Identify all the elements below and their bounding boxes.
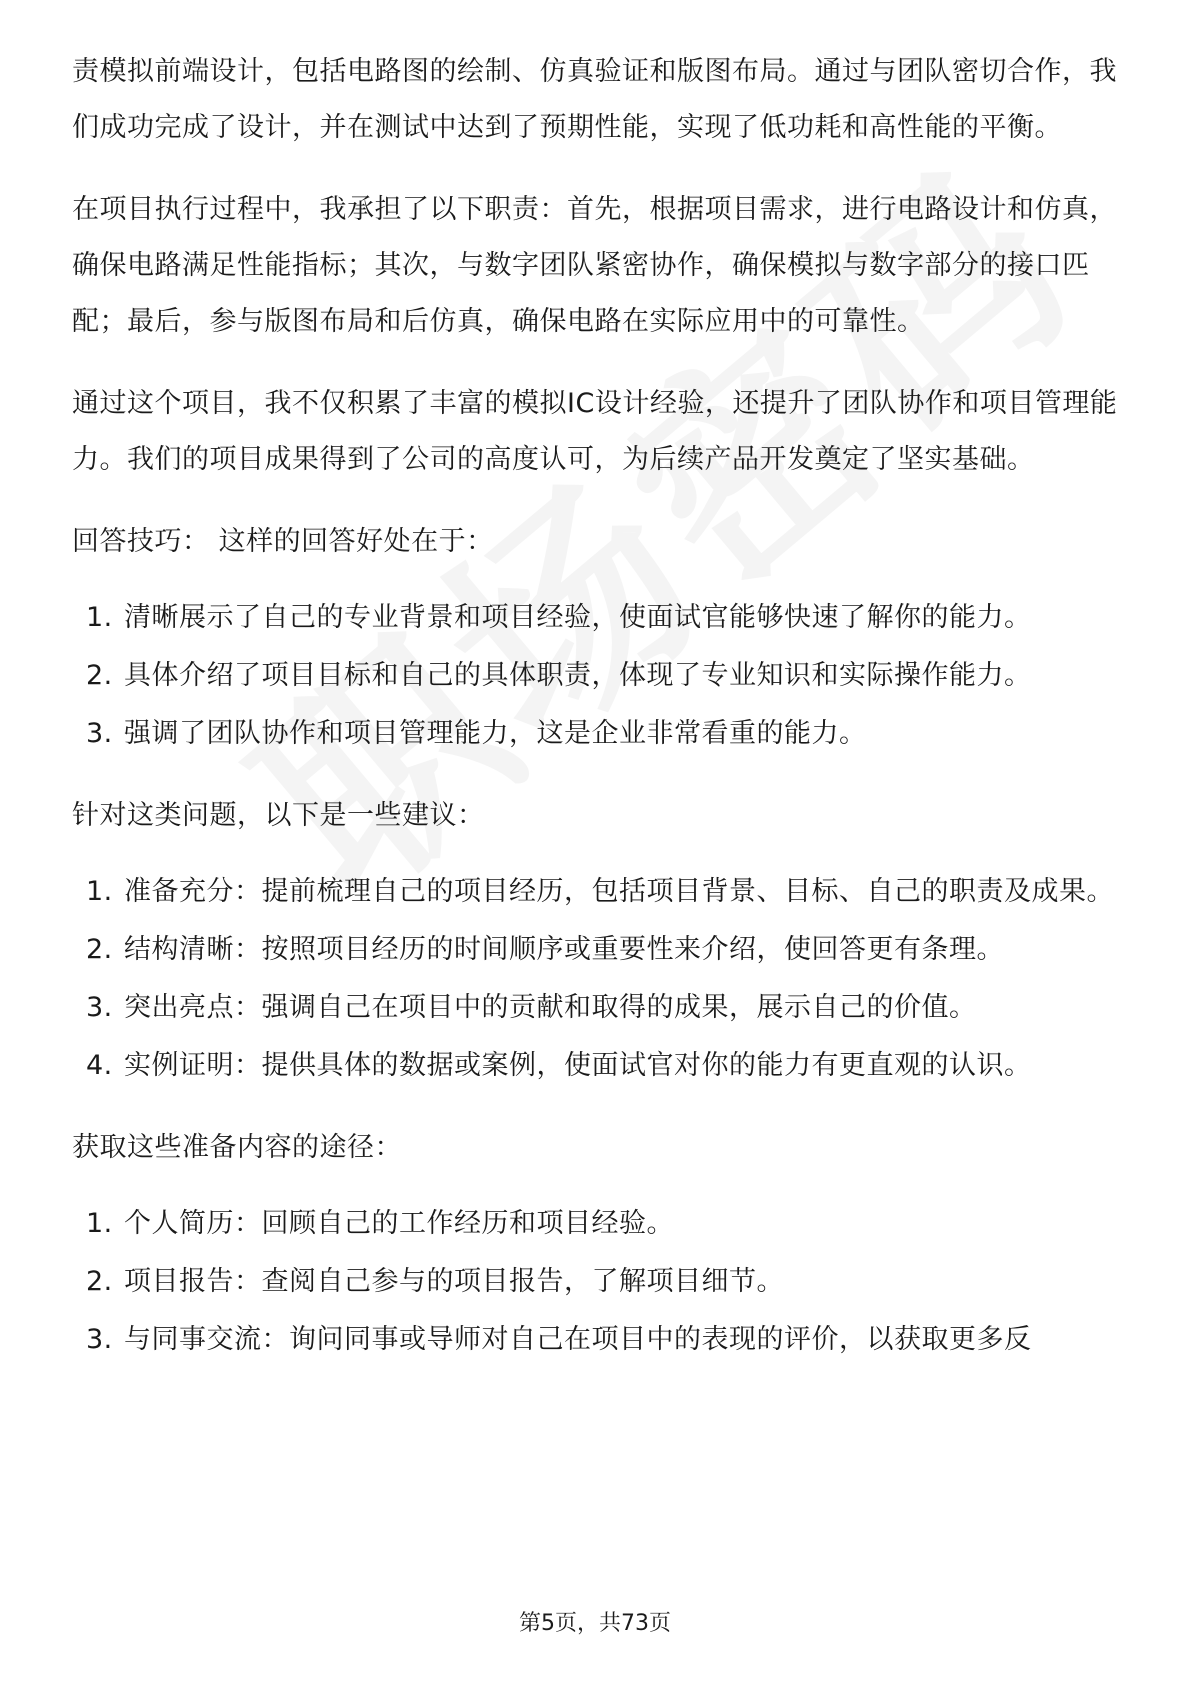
tips-list bbox=[72, 590, 1118, 762]
list-number: 2. bbox=[86, 934, 113, 965]
list-text: 个人简历：回顾自己的工作经历和项目经验。 bbox=[124, 1208, 674, 1239]
list-item bbox=[72, 1312, 1118, 1368]
list-text: 与同事交流：询问同事或导师对自己在项目中的表现的评价，以获取更多反 bbox=[124, 1324, 1032, 1355]
list-number: 1. bbox=[86, 1208, 113, 1239]
suggestions-heading: 针对这类问题，以下是一些建议： bbox=[72, 800, 485, 831]
tips-heading: 回答技巧： 这样的回答好处在于： bbox=[72, 526, 494, 557]
list-number: 1. bbox=[86, 602, 113, 633]
list-item bbox=[72, 922, 1118, 978]
list-item bbox=[72, 706, 1118, 762]
list-number: 3. bbox=[86, 718, 113, 749]
list-item bbox=[72, 590, 1118, 646]
list-number: 3. bbox=[86, 992, 113, 1023]
paragraph: 通过这个项目，我不仅积累了丰富的模拟IC设计经验，还提升了团队协作和项目管理能力。我们的项目成果得到了公司的高度认可，为后续产品开发奠定了坚实基础。 bbox=[72, 388, 1118, 475]
paragraph: 在项目执行过程中，我承担了以下职责：首先，根据项目需求，进行电路设计和仿真，确保电路满足性能指标；其次，与数字团队紧密协作，确保模拟与数字部分的接口匹配；最后，参与版图布局和后仿真，确保电路在实际应用中的可靠性。 bbox=[72, 194, 1117, 337]
list-text: 实例证明：提供具体的数据或案例，使面试官对你的能力有更直观的认识。 bbox=[124, 1050, 1032, 1081]
page-footer: 第5页，共73页 bbox=[519, 1611, 671, 1636]
list-item bbox=[72, 864, 1118, 920]
list-text: 强调了团队协作和项目管理能力，这是企业非常看重的能力。 bbox=[124, 718, 867, 749]
sources-heading: 获取这些准备内容的途径： bbox=[72, 1132, 402, 1163]
sources-list bbox=[72, 1196, 1118, 1368]
list-number: 2. bbox=[86, 1266, 113, 1297]
list-item bbox=[72, 1196, 1118, 1252]
list-number: 1. bbox=[86, 876, 113, 907]
list-item bbox=[72, 648, 1118, 704]
list-item bbox=[72, 980, 1118, 1036]
list-number: 4. bbox=[86, 1050, 113, 1081]
list-text: 清晰展示了自己的专业背景和项目经验，使面试官能够快速了解你的能力。 bbox=[124, 602, 1032, 633]
list-text: 项目报告：查阅自己参与的项目报告，了解项目细节。 bbox=[124, 1266, 784, 1297]
suggestions-list bbox=[72, 864, 1118, 1094]
list-text: 具体介绍了项目目标和自己的具体职责，体现了专业知识和实际操作能力。 bbox=[124, 660, 1032, 691]
list-text: 突出亮点：强调自己在项目中的贡献和取得的成果，展示自己的价值。 bbox=[124, 992, 977, 1023]
list-text: 结构清晰：按照项目经历的时间顺序或重要性来介绍，使回答更有条理。 bbox=[124, 934, 1004, 965]
list-item bbox=[72, 1254, 1118, 1310]
paragraph: 责模拟前端设计，包括电路图的绘制、仿真验证和版图布局。通过与团队密切合作，我们成功完成了设计，并在测试中达到了预期性能，实现了低功耗和高性能的平衡。 bbox=[72, 56, 1117, 143]
list-text: 准备充分：提前梳理自己的项目经历，包括项目背景、目标、自己的职责及成果。 bbox=[124, 876, 1114, 907]
document-body bbox=[72, 44, 1118, 1394]
list-item bbox=[72, 1038, 1118, 1094]
list-number: 2. bbox=[86, 660, 113, 691]
list-number: 3. bbox=[86, 1324, 113, 1355]
